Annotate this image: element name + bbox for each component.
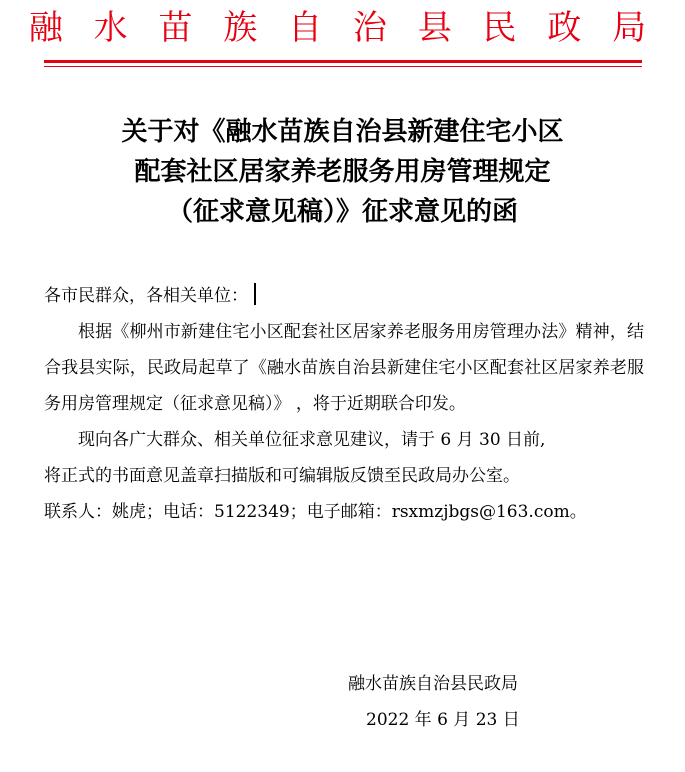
signature-org: 融水苗族自治县民政局 [348, 674, 518, 694]
letterhead-divider-thin [44, 66, 642, 67]
contact-info: 联系人：姚虎；电话：5122349；电子邮箱：rsxmzjbgs@163.com。 [44, 502, 587, 522]
title-line-3: （征求意见稿）》征求意见的函 [166, 197, 518, 227]
salutation [44, 278, 644, 314]
salutation-text: 各市民群众，各相关单位： [44, 286, 248, 306]
letterhead-title: 融 水 苗 族 自 治 县 民 政 局 [28, 8, 657, 48]
document-title [0, 112, 685, 232]
paragraph-1: 根据《柳州市新建住宅小区配套社区居家养老服务用房管理办法》精神，结合我县实际，民政局起草了《融水苗族自治县新建住宅小区配套社区居家养老服务用房管理规定（征求意见稿）》 ，将于近期联合印发。 [44, 322, 644, 414]
text-cursor [254, 283, 256, 305]
document-body[interactable] [44, 278, 644, 530]
signature-date: 2022 年 6 月 23 日 [366, 710, 520, 730]
letterhead-divider-thick [44, 60, 642, 63]
title-line-1: 关于对《融水苗族自治县新建住宅小区 [121, 117, 564, 147]
paragraph-2-line-1: 现向各广大群众、相关单位征求意见建议，请于 6 月 30 日前, [78, 430, 546, 450]
title-line-2: 配套社区居家养老服务用房管理规定 [134, 157, 551, 187]
paragraph-2-line-2: 将正式的书面意见盖章扫描版和可编辑版反馈至民政局办公室。 [44, 466, 520, 486]
